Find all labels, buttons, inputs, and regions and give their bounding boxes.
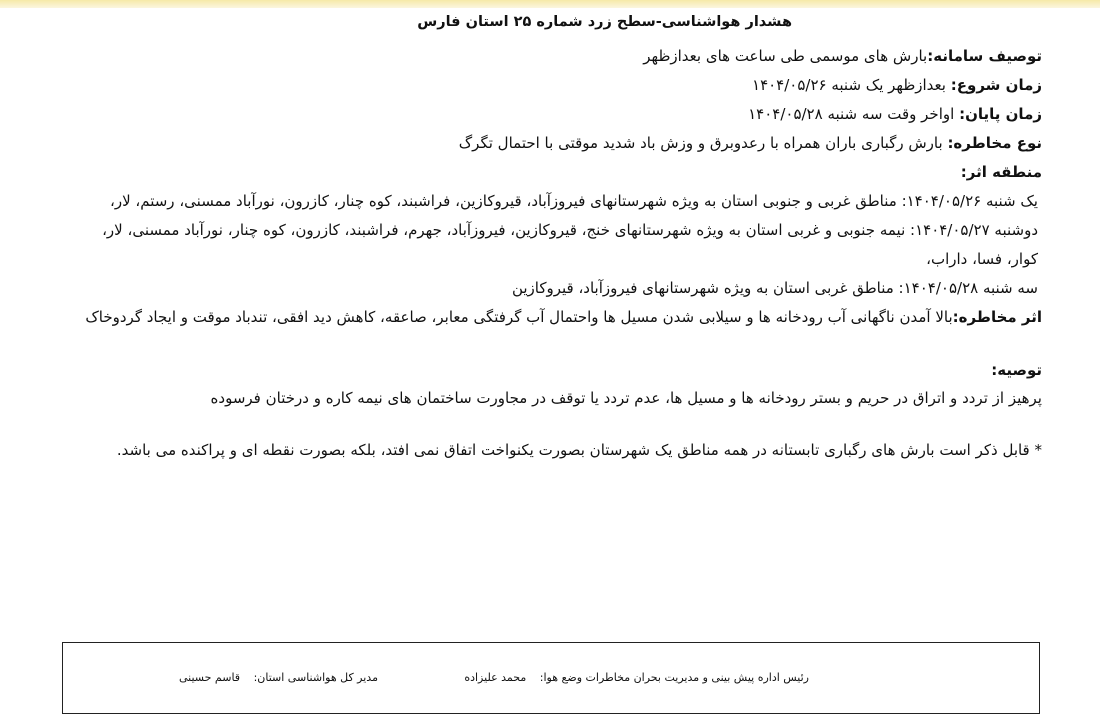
signature-forecast-head [464, 671, 809, 684]
warning-title: هشدار هواشناسی-سطح زرد شماره ۲۵ استان فارس [417, 14, 792, 30]
signature-forecast-role: رئیس اداره پیش بینی و مدیریت بحران مخاطرات وضع هوا: [539, 671, 809, 684]
recommendation-value: پرهیز از تردد و اتراق در حریم و بستر رودخانه ها و مسیل ها، عدم تردد یا توقف در مجاورت ساختمان های نیمه کاره و درختان فرسوده [210, 389, 1042, 407]
footnote: * قابل ذکر است بارش های رگباری تابستانه در همه مناطق یک شهرستان بصورت یکنواخت اتفاق نمی افتد، بلکه بصورت نقطه ای و پراکنده می باشد. [116, 441, 1042, 459]
region-item-tuesday: سه شنبه ۱۴۰۴/۰۵/۲۸: مناطق غربی استان به ویژه شهرستانهای فیروزآباد، قیروکازین [511, 279, 1038, 297]
end-time-row [70, 100, 1042, 129]
recommendation-label: توصیه: [991, 361, 1042, 379]
start-time-value: بعدازظهر یک شنبه ۱۴۰۴/۰۵/۲۶ [752, 76, 946, 94]
start-time-row [70, 71, 1042, 100]
end-time-label: زمان پایان: [959, 105, 1042, 123]
region-item-sunday: یک شنبه ۱۴۰۴/۰۵/۲۶: مناطق غربی و جنوبی استان به ویژه شهرستانهای فیروزآباد، قیروکازین، فراشبند، کوه چنار، کازرون، نورآباد ممسنی، رستم، لار، [109, 192, 1038, 210]
effect-value: بالا آمدن ناگهانی آب رودخانه ها و سیلابی شدن مسیل ها واحتمال آب گرفتگی معابر، صاعقه، کاهش دید افقی، تندباد موقت و ایجاد گردوخاک [85, 308, 953, 326]
start-time-label: زمان شروع: [950, 76, 1042, 94]
signature-forecast-name: محمد علیزاده [464, 671, 527, 684]
effect-row [70, 303, 1042, 332]
signature-box [62, 642, 1040, 714]
signature-director-role: مدیر کل هواشناسی استان: [253, 671, 378, 684]
description-label: توصیف سامانه: [927, 47, 1042, 65]
region-label: منطقه اثر: [960, 163, 1042, 181]
end-time-value: اواخر وقت سه شنبه ۱۴۰۴/۰۵/۲۸ [748, 105, 955, 123]
region-item-monday: دوشنبه ۱۴۰۴/۰۵/۲۷: نیمه جنوبی و غربی استان به ویژه شهرستانهای خنج، قیروکازین، فیروزآباد، جهرم، فراشبند، کازرون، کوه چنار، نورآباد ممسنی، لار، کوار، فسا، داراب، [102, 221, 1038, 268]
signature-director [179, 671, 378, 684]
effect-label: اثر مخاطره: [952, 308, 1042, 326]
warning-document [70, 12, 1042, 464]
hazard-type-value: بارش رگباری باران همراه با رعدوبرق و وزش باد شدید موقتی با احتمال تگرگ [458, 134, 943, 152]
hazard-type-row [70, 129, 1042, 158]
signature-director-name: قاسم حسینی [179, 671, 241, 684]
description-row [70, 42, 1042, 71]
hazard-type-label: نوع مخاطره: [947, 134, 1042, 152]
top-banner-strip [0, 0, 1100, 8]
description-value: بارش های موسمی طی ساعت های بعدازظهر [643, 47, 928, 65]
